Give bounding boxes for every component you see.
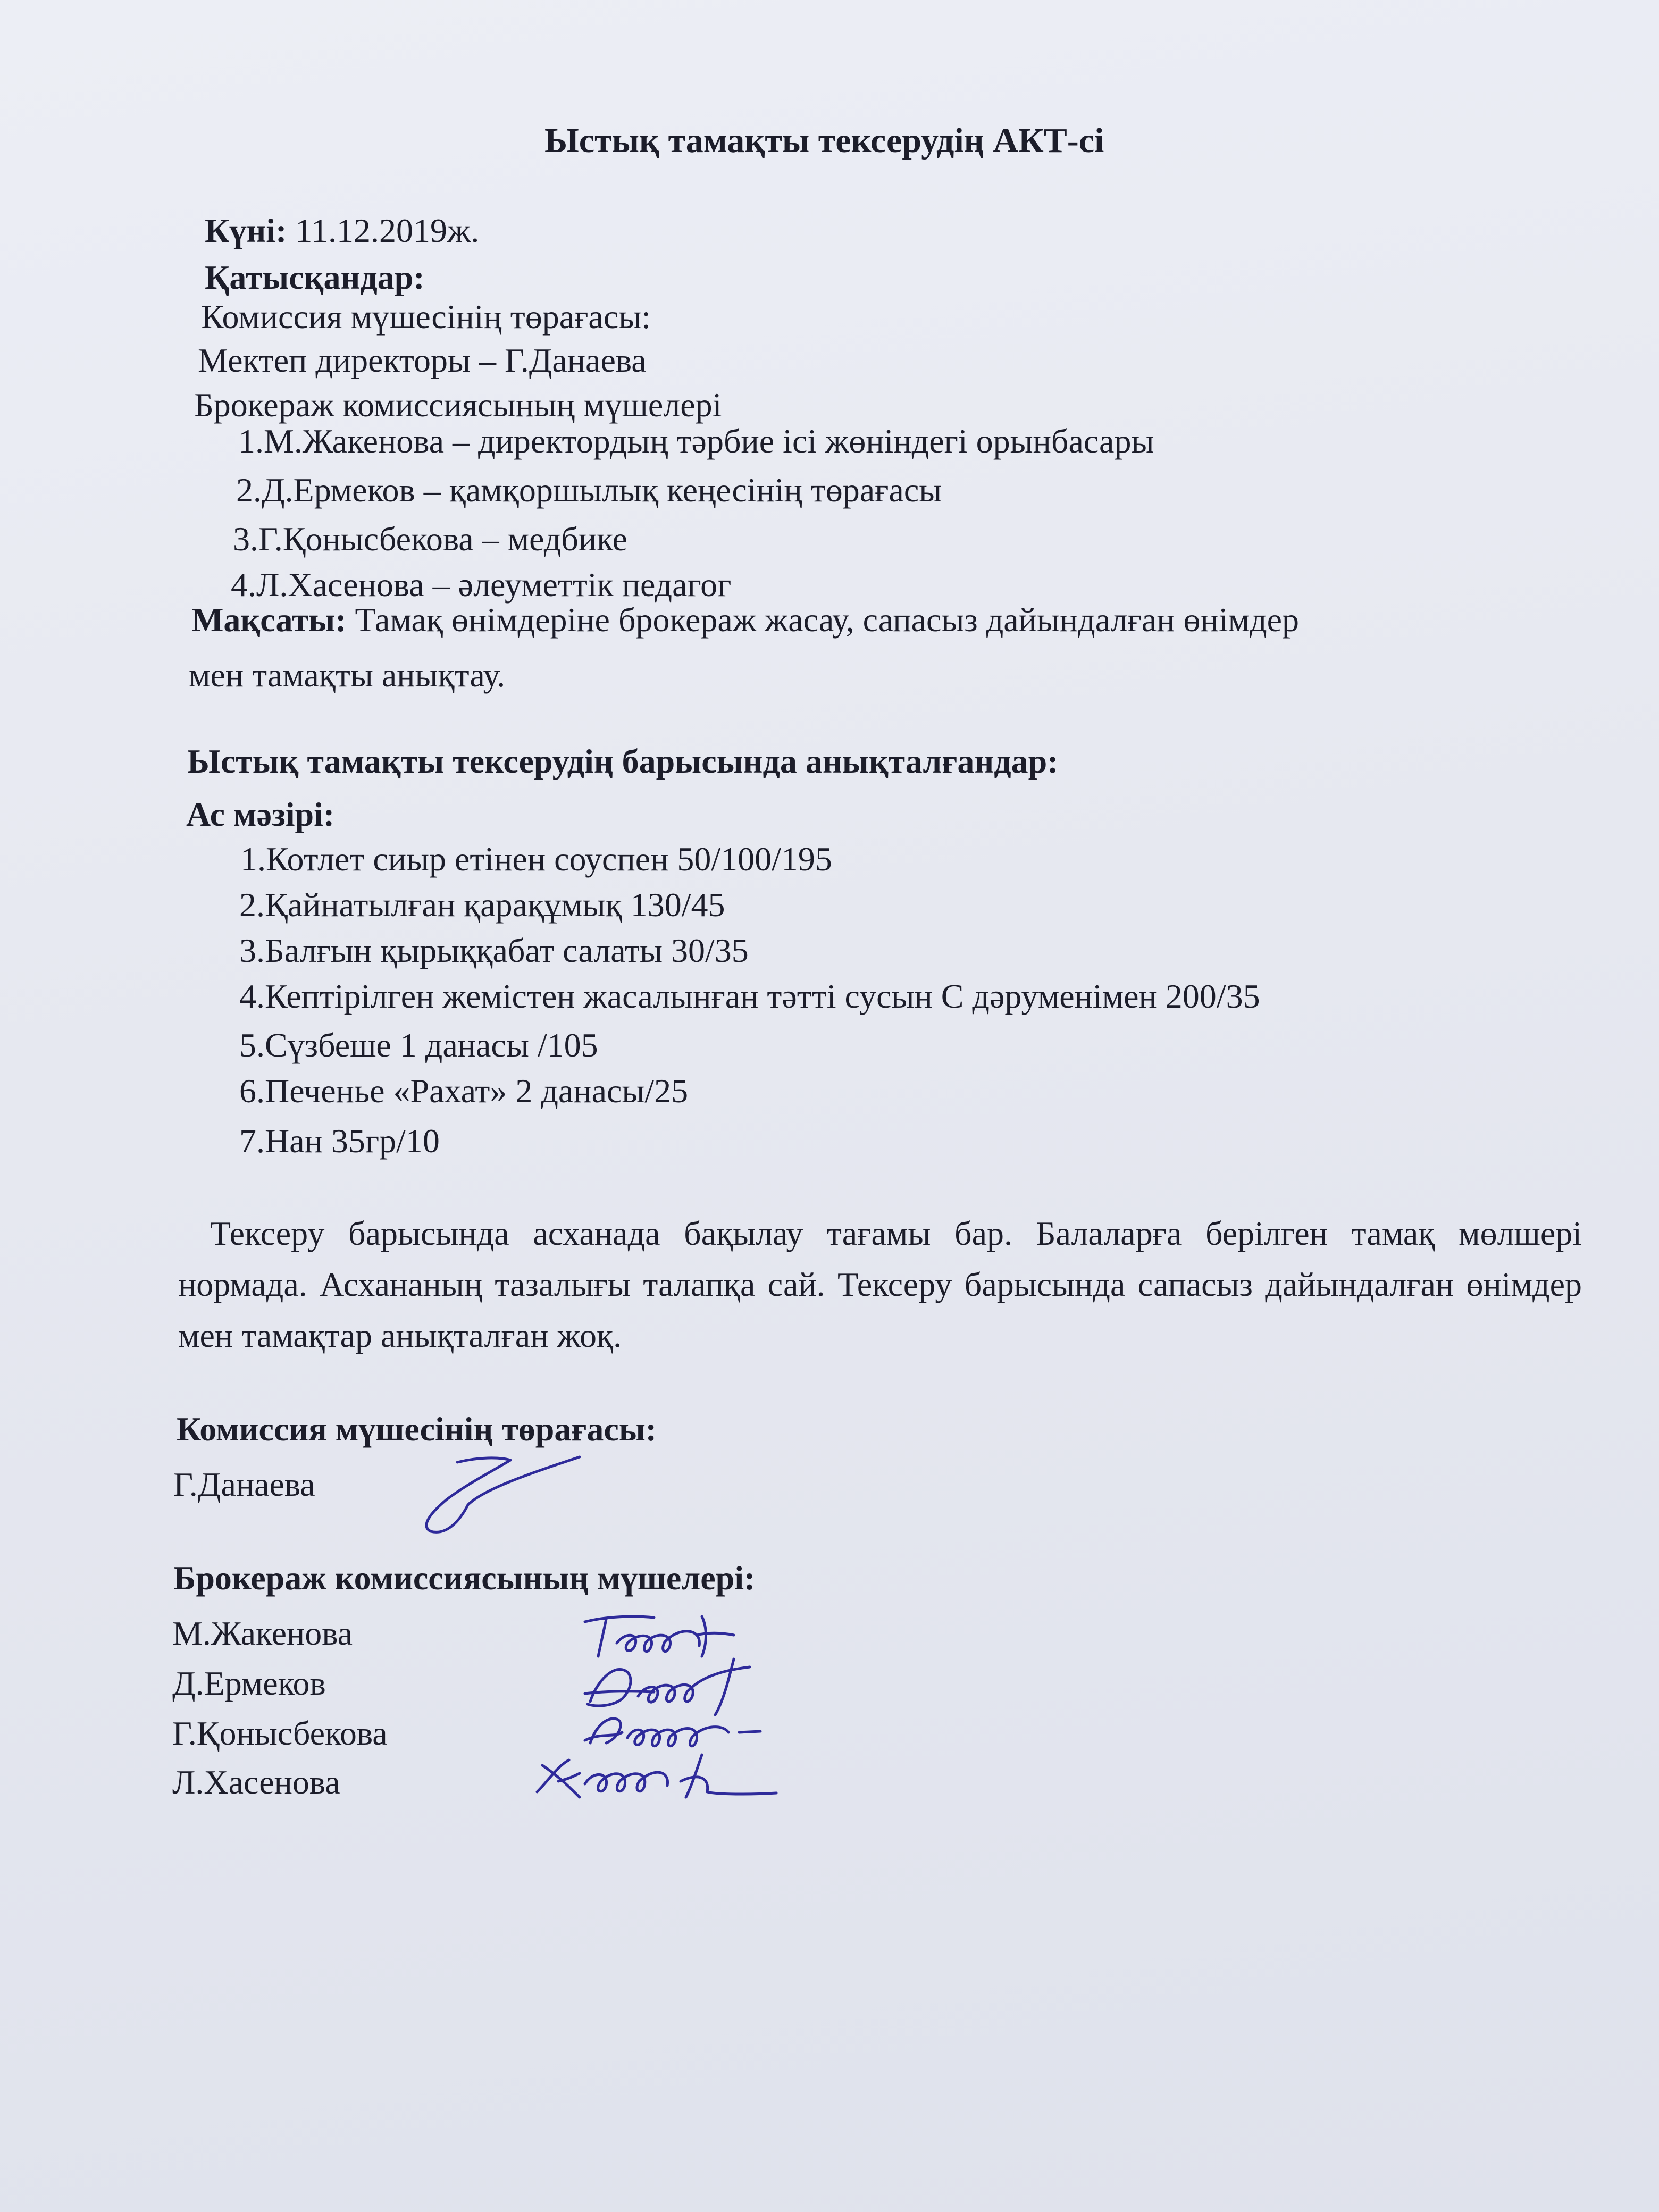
document-title: Ыстық тамақты тексерудің АКТ-сі	[544, 121, 1104, 160]
purpose-text: Тамақ өнімдеріне брокераж жасау, сапасыз дайындалған өнімдер	[355, 601, 1300, 639]
signature-member-name: М.Жакенова	[172, 1614, 353, 1652]
date-line	[205, 214, 479, 248]
signature-member-name: Г.Қонысбекова	[172, 1714, 388, 1752]
date-label: Күні:	[205, 212, 287, 249]
menu-item: 5.Сүзбеше 1 данасы /105	[239, 1026, 598, 1064]
members-heading: Брокераж комиссиясының мүшелері	[194, 386, 722, 424]
menu-item: 2.Қайнатылған қарақұмық 130/45	[239, 886, 725, 924]
signature-chair-heading: Комиссия мүшесінің төрағасы:	[177, 1410, 657, 1448]
participants-label: Қатысқандар:	[205, 258, 425, 296]
member-item: 4.Л.Хасенова – әлеуметтік педагог	[231, 566, 732, 604]
menu-item: 1.Котлет сиыр етінен соуспен 50/100/195	[240, 840, 832, 878]
menu-item: 3.Балғын қырыққабат салаты 30/35	[239, 932, 749, 969]
date-value: 11.12.2019ж.	[295, 212, 480, 249]
chair-line: Мектеп директоры – Г.Данаева	[198, 341, 647, 379]
purpose-label: Мақсаты:	[191, 601, 347, 639]
member-item: 3.Г.Қонысбекова – медбике	[233, 520, 627, 558]
chair-heading: Комиссия мүшесінің төрағасы:	[201, 298, 651, 336]
chair-signature	[409, 1441, 585, 1537]
menu-item: 6.Печенье «Рахат» 2 данасы/25	[239, 1072, 689, 1110]
findings-heading: Ыстық тамақты тексерудің барысында анықталғандар:	[187, 742, 1059, 780]
member-signature-4	[526, 1744, 792, 1808]
signature-member-name: Д.Ермеков	[172, 1664, 326, 1702]
menu-label: Ас мәзірі:	[186, 795, 335, 833]
signature-chair-name: Г.Данаева	[173, 1465, 315, 1503]
member-item: 1.М.Жакенова – директордың тәрбие ісі жөніндегі орынбасары	[238, 422, 1154, 460]
member-item: 2.Д.Ермеков – қамқоршылық кеңесінің төрағасы	[236, 471, 942, 509]
signature-member-name: Л.Хасенова	[172, 1763, 340, 1801]
purpose-text-continued: мен тамақты анықтау.	[189, 656, 506, 694]
menu-item: 7.Нан 35гр/10	[239, 1122, 440, 1160]
purpose-line	[191, 603, 1299, 637]
menu-item: 4.Кептірілген жемістен жасалынған тәтті сусын С дәруменімен 200/35	[239, 977, 1260, 1015]
signature-members-heading: Брокераж комиссиясының мүшелері:	[173, 1559, 756, 1597]
conclusion-paragraph: Тексеру барысында асханада бақылау тағамы бар. Балаларға берілген тамақ мөлшері нормада. Асхананың тазалығы талапқа сай. Тексеру барысында сапасыз дайындалған өнімдер мен тамақтар анықталған жоқ.	[178, 1214, 1582, 1354]
